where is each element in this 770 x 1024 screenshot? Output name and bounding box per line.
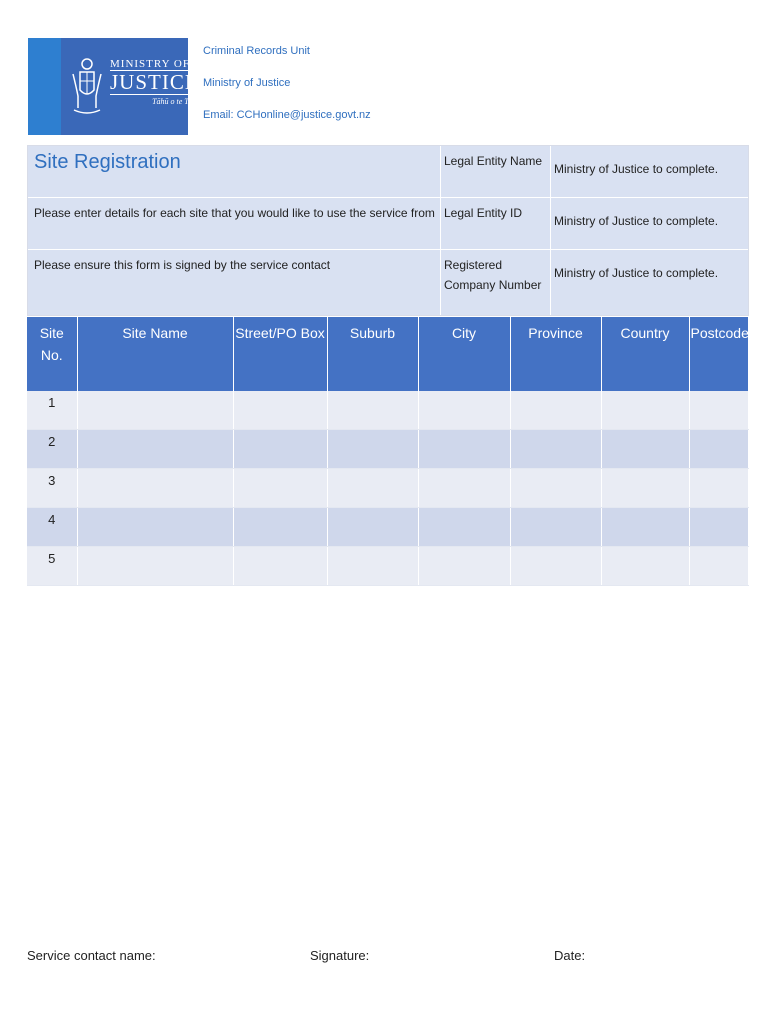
suburb-cell[interactable] <box>327 430 418 469</box>
site-number: 5 <box>27 547 77 586</box>
province-cell[interactable] <box>510 547 601 586</box>
country-cell[interactable] <box>601 508 689 547</box>
site-number: 2 <box>27 430 77 469</box>
table-row <box>27 430 748 469</box>
column-header-province: Province <box>510 317 601 391</box>
logo-stripe <box>28 38 61 135</box>
column-header-city: City <box>418 317 510 391</box>
city-cell[interactable] <box>418 430 510 469</box>
street-cell[interactable] <box>233 430 327 469</box>
province-cell[interactable] <box>510 391 601 430</box>
table-row <box>27 508 748 547</box>
date-label[interactable]: Date: <box>554 948 586 963</box>
contact-email: Email: CCHonline@justice.govt.nz <box>203 109 371 121</box>
logo-line-3: Tāhū o te Ture <box>152 97 199 106</box>
country-cell[interactable] <box>601 430 689 469</box>
column-header-postcode: Postcode <box>689 317 748 391</box>
coat-of-arms-icon <box>70 56 104 116</box>
org-name: Ministry of Justice <box>203 77 291 89</box>
province-cell[interactable] <box>510 508 601 547</box>
contact-block <box>203 45 371 141</box>
street-cell[interactable] <box>233 391 327 430</box>
site-name-cell[interactable] <box>77 430 233 469</box>
column-header-site-name: Site Name <box>77 317 233 391</box>
unit-name: Criminal Records Unit <box>203 45 310 57</box>
street-cell[interactable] <box>233 547 327 586</box>
postcode-cell[interactable] <box>689 547 748 586</box>
suburb-cell[interactable] <box>327 508 418 547</box>
company-number-label: Registered Company Number <box>444 258 542 292</box>
country-cell[interactable] <box>601 391 689 430</box>
city-cell[interactable] <box>418 547 510 586</box>
form-title: Site Registration <box>34 151 181 173</box>
company-number-value[interactable]: Ministry of Justice to complete. <box>554 266 719 280</box>
instruction-text: Please ensure this form is signed by the service contact <box>34 258 331 272</box>
column-header-street: Street/PO Box <box>233 317 327 391</box>
table-row <box>27 391 748 430</box>
suburb-cell[interactable] <box>327 469 418 508</box>
column-header-suburb: Suburb <box>327 317 418 391</box>
logo-line-1: MINISTRY OF <box>110 58 190 70</box>
table-row <box>27 469 748 508</box>
site-number: 4 <box>27 508 77 547</box>
site-number: 1 <box>27 391 77 430</box>
legal-entity-id-value[interactable]: Ministry of Justice to complete. <box>554 214 719 228</box>
legal-entity-name-value[interactable]: Ministry of Justice to complete. <box>554 162 719 176</box>
postcode-cell[interactable] <box>689 469 748 508</box>
street-cell[interactable] <box>233 508 327 547</box>
site-name-cell[interactable] <box>77 391 233 430</box>
site-name-cell[interactable] <box>77 508 233 547</box>
legal-entity-name-label: Legal Entity Name <box>444 154 543 168</box>
site-name-cell[interactable] <box>77 469 233 508</box>
suburb-cell[interactable] <box>327 547 418 586</box>
instruction-text: Please enter details for each site that you would like to use the service from <box>34 206 435 220</box>
postcode-cell[interactable] <box>689 391 748 430</box>
site-name-cell[interactable] <box>77 547 233 586</box>
city-cell[interactable] <box>418 469 510 508</box>
logo-wordmark <box>110 58 199 106</box>
province-cell[interactable] <box>510 469 601 508</box>
info-row <box>28 198 748 250</box>
city-cell[interactable] <box>418 391 510 430</box>
street-cell[interactable] <box>233 469 327 508</box>
column-header-site-no: Site No. <box>27 317 77 391</box>
country-cell[interactable] <box>601 547 689 586</box>
sites-table <box>27 317 749 586</box>
info-row <box>28 146 748 198</box>
country-cell[interactable] <box>601 469 689 508</box>
city-cell[interactable] <box>418 508 510 547</box>
postcode-cell[interactable] <box>689 508 748 547</box>
table-header-row <box>27 317 748 391</box>
column-header-country: Country <box>601 317 689 391</box>
info-row <box>28 250 748 315</box>
logo-line-2: JUSTICE <box>110 70 199 94</box>
registration-info-panel <box>27 145 749 316</box>
legal-entity-id-label: Legal Entity ID <box>444 206 523 220</box>
ministry-of-justice-logo <box>28 38 199 135</box>
table-row <box>27 547 748 586</box>
suburb-cell[interactable] <box>327 391 418 430</box>
signature-label[interactable]: Signature: <box>310 948 370 963</box>
postcode-cell[interactable] <box>689 430 748 469</box>
province-cell[interactable] <box>510 430 601 469</box>
site-number: 3 <box>27 469 77 508</box>
service-contact-name-label[interactable]: Service contact name: <box>27 948 156 963</box>
